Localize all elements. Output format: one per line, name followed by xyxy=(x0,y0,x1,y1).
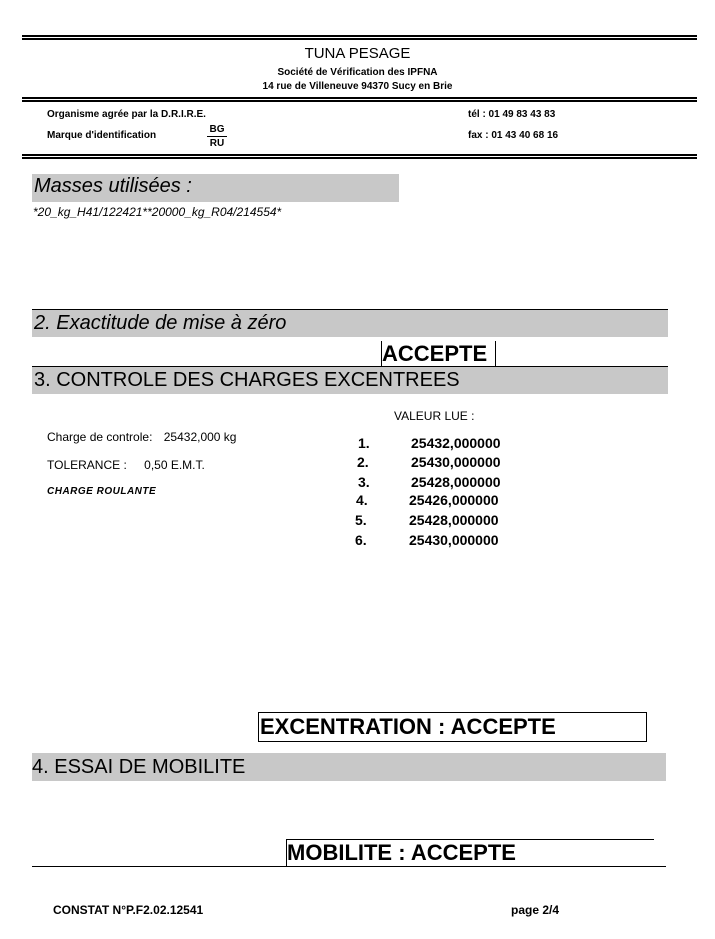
reading-num: 5. xyxy=(355,512,367,528)
section4-title: 4. ESSAI DE MOBILITE xyxy=(32,756,246,778)
masses-value: *20_kg_H41/122421**20000_kg_R04/214554* xyxy=(33,205,282,219)
reading-value: 25428,000000 xyxy=(409,512,499,528)
company-name: TUNA PESAGE xyxy=(304,45,411,62)
masses-title: Masses utilisées : xyxy=(34,175,192,197)
page-number: page 2/4 xyxy=(511,903,560,917)
tolerance-row xyxy=(47,458,205,472)
company-subtitle: Société de Vérification des IPFNA xyxy=(277,67,438,78)
reading-value: 25428,000000 xyxy=(411,474,501,490)
header-middle-rule xyxy=(22,97,697,102)
charge-row xyxy=(47,430,236,444)
fax: fax : 01 43 40 68 16 xyxy=(468,130,559,141)
marque-label: Marque d'identification xyxy=(47,130,157,141)
tolerance-label: TOLERANCE : xyxy=(47,458,127,472)
section2-title: 2. Exactitude de mise à zéro xyxy=(34,312,287,334)
tolerance-value: 0,50 E.M.T. xyxy=(144,458,205,472)
section3-title: 3. CONTROLE DES CHARGES EXCENTREES xyxy=(34,369,460,391)
reading-value: 25430,000000 xyxy=(409,532,499,548)
company-address: 14 rue de Villeneuve 94370 Sucy en Brie xyxy=(262,81,453,92)
excentration-result: EXCENTRATION : ACCEPTE xyxy=(258,712,647,742)
charge-roulante: CHARGE ROULANTE xyxy=(47,486,157,497)
tel: tél : 01 49 83 43 83 xyxy=(468,109,556,120)
header-bottom-rule xyxy=(22,154,697,159)
organisme-label: Organisme agrée par la D.R.I.R.E. xyxy=(47,109,206,120)
reading-num: 2. xyxy=(357,454,369,470)
reading-num: 3. xyxy=(358,474,370,490)
charge-value: 25432,000 kg xyxy=(163,430,237,444)
mobilite-result: MOBILITE : ACCEPTE xyxy=(287,840,516,865)
header-top-rule xyxy=(22,35,697,40)
reading-value: 25426,000000 xyxy=(409,492,499,508)
reading-num: 6. xyxy=(355,532,367,548)
charge-label: Charge de controle: xyxy=(47,430,153,444)
marque-top: BG xyxy=(207,123,227,137)
reading-num: 4. xyxy=(356,492,368,508)
section2-result: ACCEPTE xyxy=(381,341,496,367)
reading-value: 25430,000000 xyxy=(411,454,501,470)
mobilite-bottom-rule xyxy=(32,866,666,867)
valeur-lue-label: VALEUR LUE : xyxy=(394,409,475,423)
marque-fraction xyxy=(207,123,227,150)
reading-num: 1. xyxy=(358,435,370,451)
reading-value: 25432,000000 xyxy=(411,435,501,451)
marque-bottom: RU xyxy=(209,138,225,149)
constat-number: CONSTAT N°P.F2.02.12541 xyxy=(53,903,204,917)
